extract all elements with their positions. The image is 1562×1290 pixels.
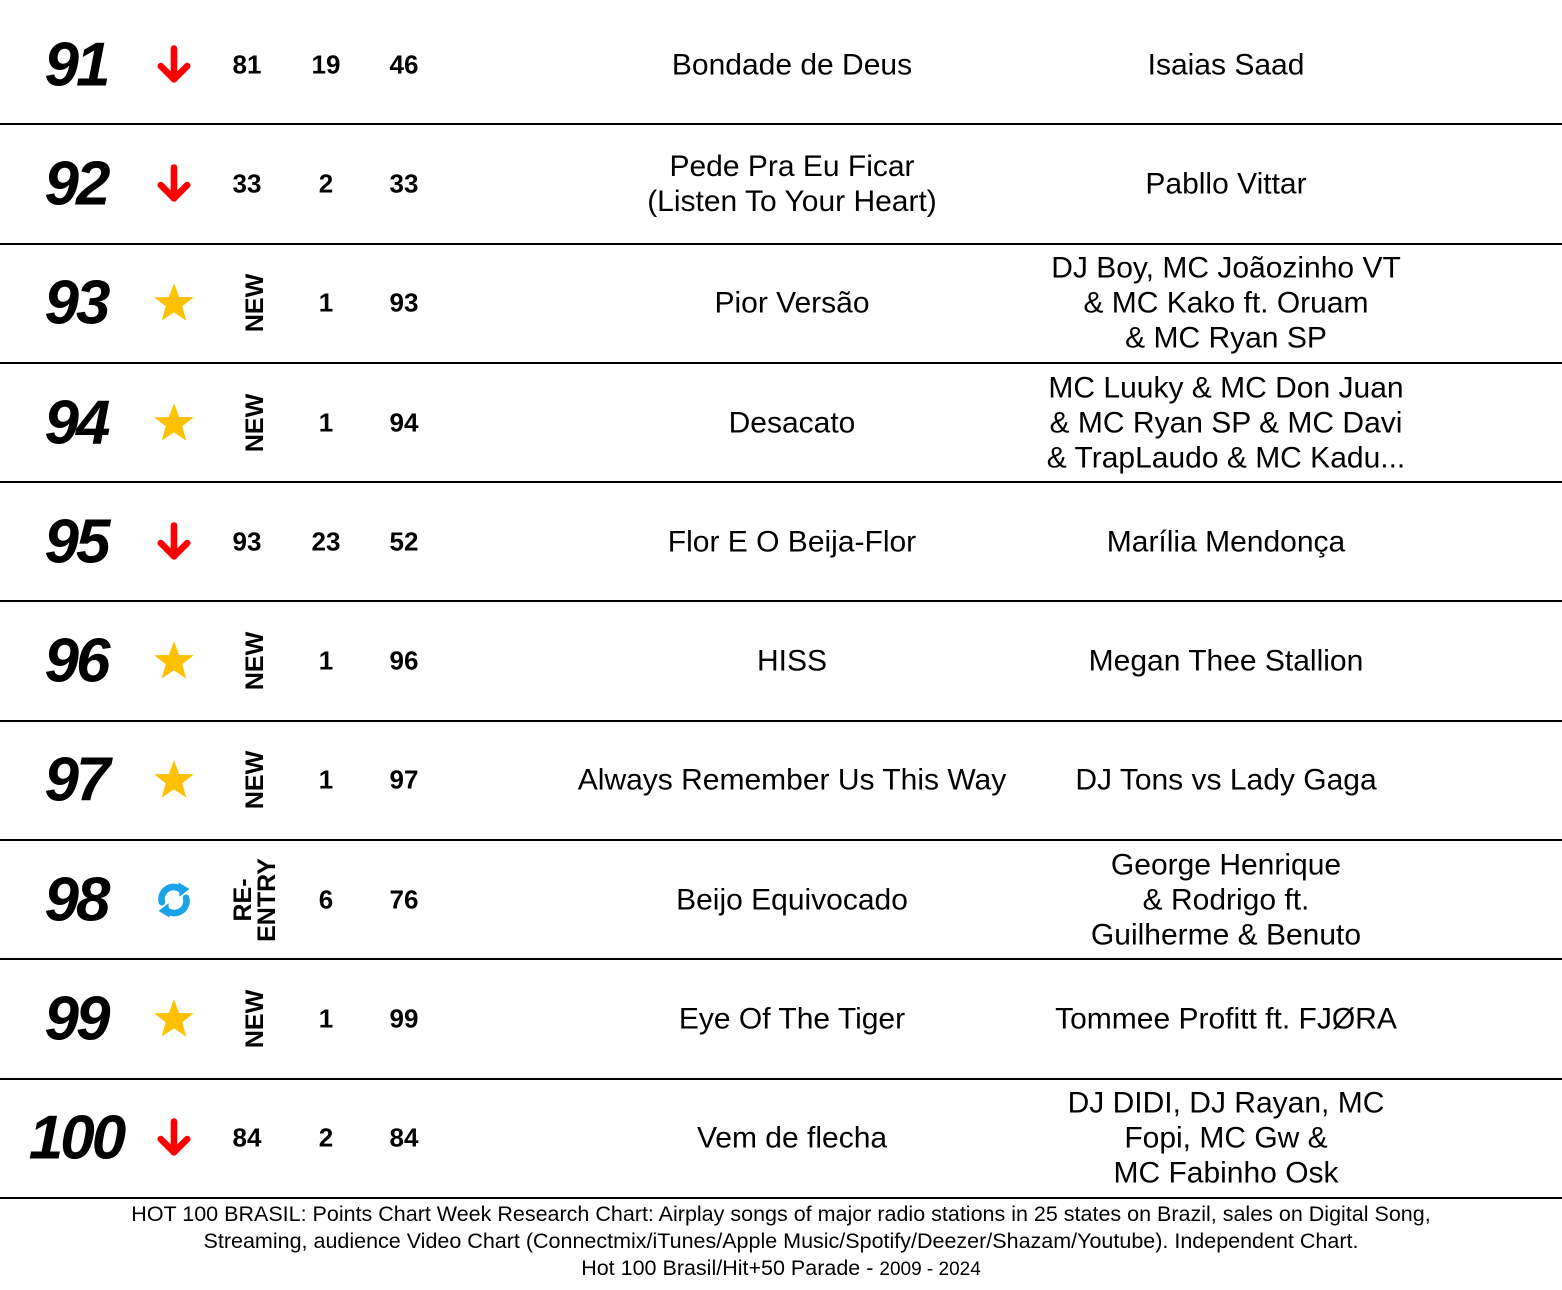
chart-row [0,125,1562,244]
peak-position: 19 [311,49,341,80]
status-badge-label: RE- ENTRY [229,857,281,942]
footer-line-2: Streaming, audience Video Chart (Connectmix/iTunes/Apple Music/Spotify/Deezer/Shazam/Youtube). Independent Chart. [203,1229,1359,1253]
footer [0,1201,1562,1283]
rank-number: 91 [44,30,108,100]
rank-number: 93 [44,268,108,338]
artist-name: DJ Tons vs Lady Gaga [1075,763,1377,797]
last-week-position: 33 [232,168,262,199]
status-badge-label: NEW [241,393,269,452]
peak-position: 2 [318,1122,334,1153]
weeks-on-chart: 96 [389,645,419,676]
chart-row [0,6,1562,125]
arrow-down-icon [150,1114,198,1162]
artist-name: MC Luuky & MC Don Juan & MC Ryan SP & MC Davi & TrapLaudo & MC Kadu... [1046,371,1406,475]
footer-line-3 [0,1255,1562,1283]
footer-line-1: HOT 100 BRASIL: Points Chart Week Research Chart: Airplay songs of major radio stations in 25 states on Brazil, sales on Digital Song, [131,1202,1431,1226]
reentry-icon [150,876,198,924]
status-badge-label: NEW [241,631,269,691]
rank-number: 99 [44,984,108,1054]
last-week-position: 81 [232,49,262,80]
peak-position: 1 [318,287,334,318]
peak-position: 23 [311,526,341,557]
peak-position: 2 [318,168,334,199]
status-badge-label: NEW [241,274,269,333]
weeks-on-chart: 52 [389,526,419,557]
chart-row [0,722,1562,841]
weeks-on-chart: 99 [389,1003,419,1034]
song-title: Beijo Equivocado [676,883,908,917]
artist-name: DJ DIDI, DJ Rayan, MC Fopi, MC Gw & MC Fabinho Osk [1067,1086,1385,1190]
status-badge-label: NEW [241,989,269,1049]
artist-name: Tommee Profitt ft. FJØRA [1055,1002,1397,1036]
last-week-position: 93 [232,526,262,557]
arrow-down-icon [150,41,198,89]
star-icon [150,637,198,685]
rank-number: 97 [44,745,108,815]
rank-number: 98 [44,865,108,935]
chart-row [0,364,1562,483]
star-icon [150,279,198,327]
weeks-on-chart: 33 [389,168,419,199]
weeks-on-chart: 46 [389,49,419,80]
peak-position: 1 [318,645,334,676]
peak-position: 1 [318,1003,334,1034]
artist-name: DJ Boy, MC Joãozinho VT & MC Kako ft. Oruam & MC Ryan SP [1051,251,1401,355]
chart-row [0,841,1562,960]
song-title: Eye Of The Tiger [678,1002,906,1036]
star-icon [150,399,198,447]
song-title: Always Remember Us This Way [577,763,1007,797]
chart-table [0,6,1562,1199]
rank-number: 92 [44,149,108,219]
weeks-on-chart: 76 [389,884,419,915]
star-icon [150,995,198,1043]
artist-name: Marília Mendonça [1106,525,1346,559]
rank-number: 100 [28,1103,124,1173]
chart-row [0,245,1562,364]
song-title: Bondade de Deus [671,48,913,82]
chart-row [0,960,1562,1079]
song-title: Flor E O Beija-Flor [667,525,917,559]
artist-name: Isaias Saad [1147,48,1305,82]
peak-position: 1 [318,764,334,795]
rank-number: 95 [44,507,108,577]
chart-row [0,1080,1562,1199]
chart-row [0,483,1562,602]
artist-name: George Henrique & Rodrigo ft. Guilherme & Benuto [1090,848,1362,952]
footer-brand: Hot 100 Brasil/Hit+50 Parade - [581,1256,880,1280]
peak-position: 1 [318,407,334,438]
weeks-on-chart: 93 [389,287,419,318]
star-icon [150,756,198,804]
weeks-on-chart: 94 [389,407,419,438]
peak-position: 6 [318,884,334,915]
artist-name: Megan Thee Stallion [1088,644,1364,678]
weeks-on-chart: 97 [389,764,419,795]
song-title: Pior Versão [714,286,870,320]
song-title: Pede Pra Eu Ficar (Listen To Your Heart) [647,149,937,218]
chart-row [0,602,1562,721]
footer-years: 2009 - 2024 [879,1259,981,1280]
weeks-on-chart: 84 [389,1122,419,1153]
song-title: Desacato [728,406,856,440]
rank-number: 94 [44,388,108,458]
last-week-position: 84 [232,1122,262,1153]
arrow-down-icon [150,160,198,208]
arrow-down-icon [150,518,198,566]
song-title: HISS [756,644,828,678]
status-badge-label: NEW [241,751,269,810]
song-title: Vem de flecha [696,1121,888,1155]
rank-number: 96 [44,626,108,696]
artist-name: Pabllo Vittar [1145,167,1307,201]
